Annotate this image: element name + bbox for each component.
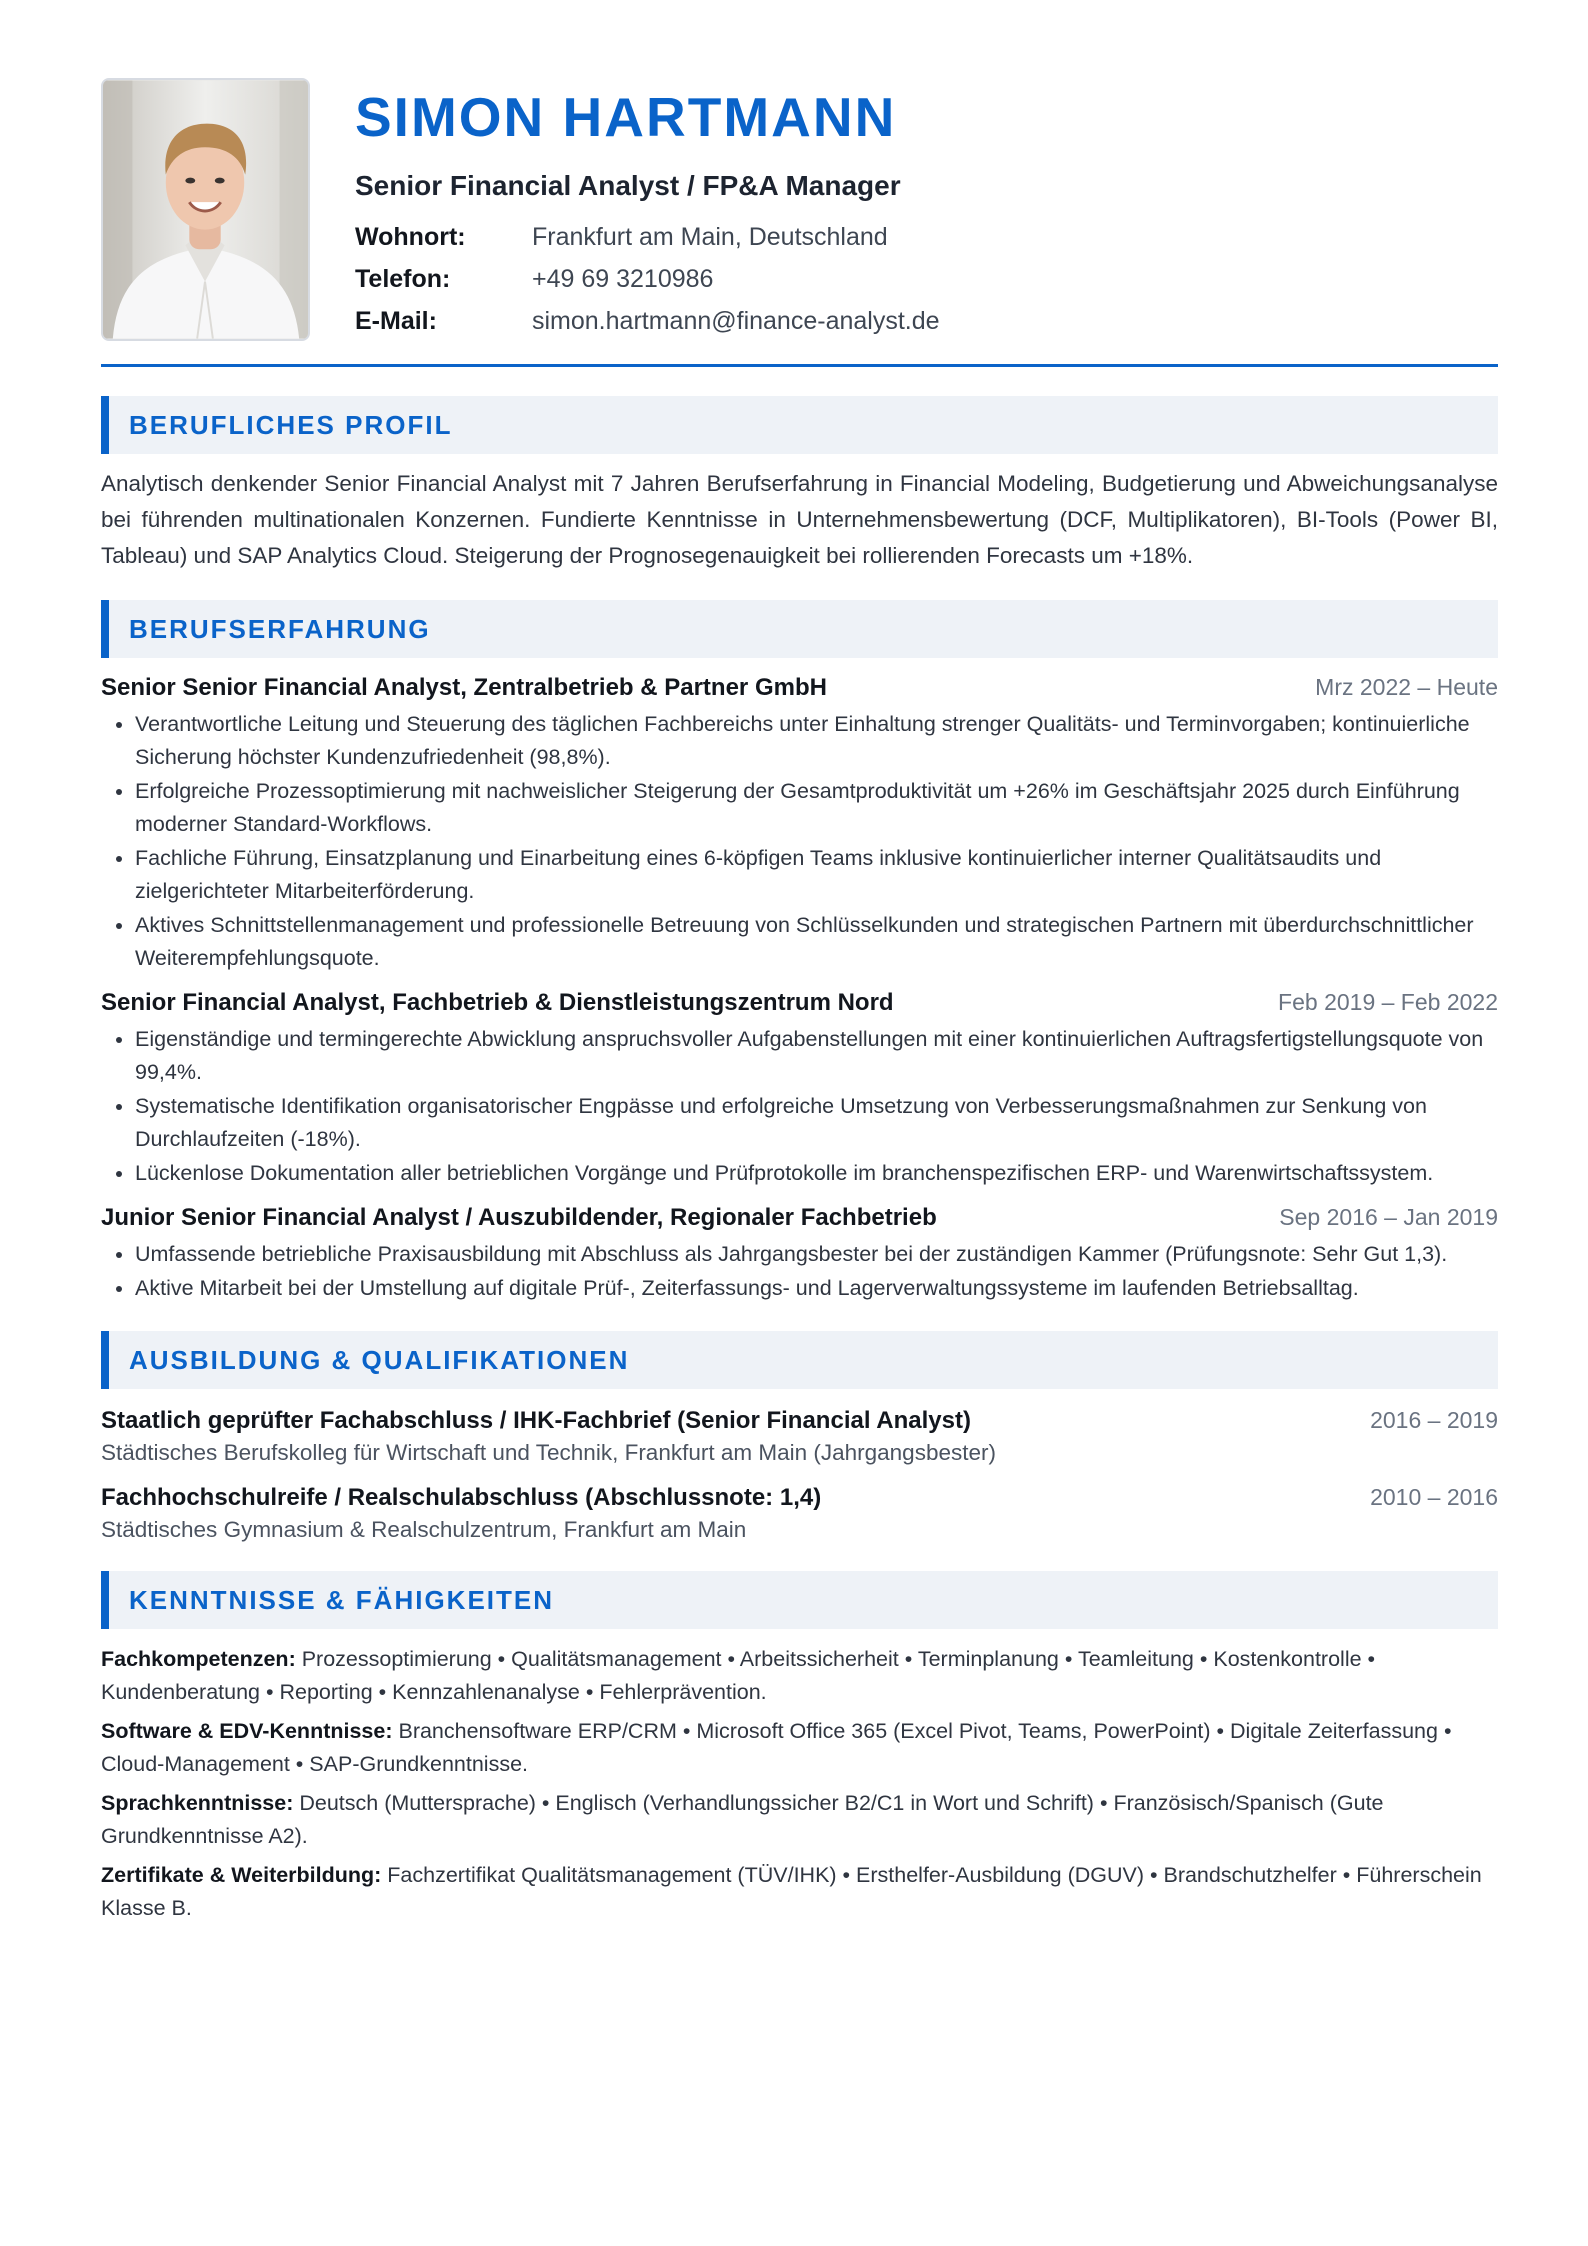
job-entry [101,989,1498,1190]
header-text [355,78,1498,342]
contact-row-phone [355,258,1498,300]
profile-photo [101,78,310,341]
header-divider [101,364,1498,367]
job-entry [101,1204,1498,1305]
job-title: Senior Senior Financial Analyst, Zentralbetrieb & Partner GmbH [101,674,827,701]
skill-row [101,1643,1498,1709]
section-heading-text: BERUFLICHES PROFIL [129,409,453,440]
degree-title: Fachhochschulreife / Realschulabschluss (Abschlussnote: 1,4) [101,1484,822,1511]
bullet-item: • Systematische Identifikation organisatorischer Engpässe und erfolgreiche Umsetzung von Verbesserungsmaßnahmen zur Senkung von Durchlaufzeiten (-18%). [135,1090,1498,1156]
skill-text: Branchensoftware ERP/CRM • Microsoft Office 365 (Excel Pivot, Teams, PowerPoint) • Digitale Zeiterfassung • Cloud-Management • SAP-Grundkenntnisse. [101,1719,1452,1776]
bullet-item: • Eigenständige und termingerechte Abwicklung anspruchsvoller Aufgabenstellungen mit einer kontinuierlichen Auftragsfertigstellungsquote von 99,4%. [135,1023,1498,1089]
resume-header [101,78,1498,366]
skill-label: Fachkompetenzen: [101,1647,296,1671]
profile-text: Analytisch denkender Senior Financial Analyst mit 7 Jahren Berufserfahrung in Financial Modeling, Budgetierung und Abweichungsanalyse bei führenden multinationalen Konzernen. Fundierte Kenntnisse in Unternehmensbewertung (DCF, Multiplikatoren), BI-Tools (Power BI, Tableau) und SAP Analytics Cloud. Steigerung der Prognosegenauigkeit bei rollierenden Forecasts um +18%. [101,471,1498,568]
contact-row-location [355,216,1498,258]
education-entry [101,1484,1498,1543]
contact-label: E-Mail: [355,307,437,335]
bullet-item: • Verantwortliche Leitung und Steuerung des täglichen Fachbereichs unter Einhaltung strenger Qualitäts- und Terminvorgaben; kontinuierliche Sicherung höchster Kundenzufriedenheit (98,8%). [135,708,1498,774]
job-title: Senior Financial Analyst, Fachbetrieb & Dienstleistungszentrum Nord [101,989,894,1016]
job-date: Sep 2016 – Jan 2019 [1279,1204,1498,1230]
bullet-item: • Fachliche Führung, Einsatzplanung und Einarbeitung eines 6-köpfigen Teams inklusive kontinuierlicher interner Qualitätsaudits und zielgerichteter Mitarbeiterförderung. [135,842,1498,908]
skills-section [101,1571,1498,1925]
experience-section [101,600,1498,1305]
skill-text: Deutsch (Muttersprache) • Englisch (Verhandlungssicher B2/C1 in Wort und Schrift) • Französisch/Spanisch (Gute Grundkenntnisse A2). [101,1791,1384,1848]
education-date: 2010 – 2016 [1370,1484,1498,1510]
contact-label: Telefon: [355,265,451,293]
profile-section [101,396,1498,574]
education-entry [101,1407,1498,1466]
section-heading-experience [101,600,1498,658]
contact-row-email [355,300,1498,342]
skill-row [101,1859,1498,1925]
job-title: Senior Financial Analyst / FP&A Manager [355,170,901,201]
candidate-name: SIMON HARTMANN [355,86,897,148]
skill-label: Zertifikate & Weiterbildung: [101,1863,382,1887]
bullet-item: • Umfassende betriebliche Praxisausbildung mit Abschluss als Jahrgangsbester bei der zuständigen Kammer (Prüfungsnote: Sehr Gut 1,3). [135,1238,1498,1271]
bullet-item: • Aktives Schnittstellenmanagement und professionelle Betreuung von Schlüsselkunden und strategischen Partnern mit überdurchschnittlicher Weiterempfehlungsquote. [135,909,1498,975]
skill-label: Sprachkenntnisse: [101,1791,294,1815]
job-date: Feb 2019 – Feb 2022 [1278,989,1498,1015]
job-date: Mrz 2022 – Heute [1315,674,1498,700]
education-section [101,1331,1498,1543]
skill-text: Prozessoptimierung • Qualitätsmanagement • Arbeitssicherheit • Terminplanung • Teamleitung • Kostenkontrolle • Kundenberatung • Reporting • Kennzahlenanalyse • Fehlerprävention. [101,1647,1376,1704]
job-entry [101,674,1498,975]
bullet-item: • Aktive Mitarbeit bei der Umstellung auf digitale Prüf-, Zeiterfassungs- und Lagerverwaltungssysteme im laufenden Betriebsalltag. [135,1272,1498,1305]
job-bullets [101,1238,1498,1305]
contact-value[interactable]: simon.hartmann@finance-analyst.de [532,307,940,335]
skill-row [101,1787,1498,1853]
bullet-item: • Erfolgreiche Prozessoptimierung mit nachweislicher Steigerung der Gesamtproduktivität um +26% im Geschäftsjahr 2025 durch Einführung moderner Standard-Workflows. [135,775,1498,841]
section-heading-profile [101,396,1498,454]
institution: Städtisches Gymnasium & Realschulzentrum, Frankfurt am Main [101,1517,747,1542]
contact-label: Wohnort: [355,223,466,251]
job-header [101,1204,1498,1232]
job-title: Junior Senior Financial Analyst / Auszubildender, Regionaler Fachbetrieb [101,1204,937,1231]
education-header [101,1407,1498,1435]
contact-value: Frankfurt am Main, Deutschland [532,223,888,251]
education-date: 2016 – 2019 [1370,1407,1498,1433]
skill-text: Fachzertifikat Qualitätsmanagement (TÜV/IHK) • Ersthelfer-Ausbildung (DGUV) • Brandschutzhelfer • Führerschein Klasse B. [101,1863,1482,1920]
skill-row [101,1715,1498,1781]
education-header [101,1484,1498,1512]
skills-list [101,1643,1498,1925]
job-bullets [101,708,1498,975]
bullet-item: • Lückenlose Dokumentation aller betrieblichen Vorgänge und Prüfprotokolle im branchenspezifischen ERP- und Warenwirtschaftssystem. [135,1157,1498,1190]
resume-content [101,78,1498,1931]
section-heading-text: KENNTNISSE & FÄHIGKEITEN [129,1584,555,1615]
contact-value: +49 69 3210986 [532,265,714,293]
contact-list [355,216,1498,342]
section-heading-education [101,1331,1498,1389]
job-bullets [101,1023,1498,1190]
job-header [101,989,1498,1017]
section-heading-text: BERUFSERFAHRUNG [129,613,431,644]
institution: Städtisches Berufskolleg für Wirtschaft und Technik, Frankfurt am Main (Jahrgangsbester) [101,1440,996,1465]
skill-label: Software & EDV-Kenntnisse: [101,1719,393,1743]
section-heading-text: AUSBILDUNG & QUALIFIKATIONEN [129,1344,630,1375]
degree-title: Staatlich geprüfter Fachabschluss / IHK-Fachbrief (Senior Financial Analyst) [101,1407,971,1434]
job-header [101,674,1498,702]
section-heading-skills [101,1571,1498,1629]
